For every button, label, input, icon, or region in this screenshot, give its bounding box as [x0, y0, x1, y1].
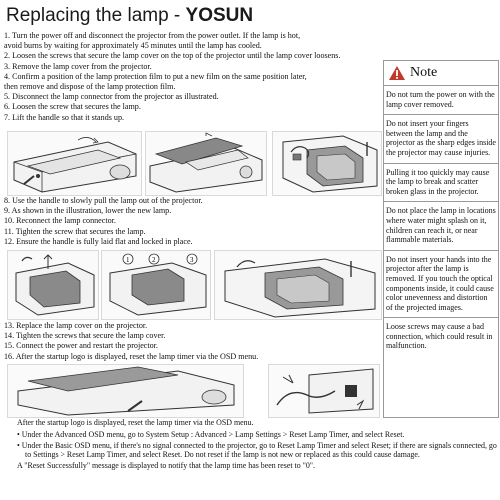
reconnect-lamp-illustration [215, 251, 381, 319]
figure-replace-cover [7, 364, 244, 418]
steps-list-3 [4, 321, 384, 362]
note-item: Do not insert your hands into the projector after the lamp is removed. If you touch the optical components inside, it could cause color unevenness and distortion of the projected images. [384, 251, 498, 319]
note-item: Pulling it too quickly may cause the lamp to break and scatter broken glass in the projector. [384, 164, 498, 203]
step-item: 3. Remove the lamp cover from the projector. [4, 61, 152, 71]
step-item: 4. Confirm a position of the lamp protection film to put a new film on the same position later, then remove and dispose of the lamp protection film. [4, 71, 307, 92]
reset-bullet: • Under the Basic OSD menu, if there's no signal connected to the projector, go to Reset Lamp Timer and select Reset; if there are signals connected, go to Settings > Reset Lamp Timer, and select Reset. Do not reset if the lamp is not new or replaced as this could cause damage. [17, 440, 497, 460]
projector-cover-illustration [8, 132, 141, 195]
step-item: 5. Disconnect the lamp connector from the projector as illustrated. [4, 92, 219, 102]
figure-lamp-connector [272, 131, 382, 196]
step-item: 13. Replace the lamp cover on the projector. [4, 321, 148, 330]
note-panel [383, 60, 499, 418]
step-item: 1. Turn the power off and disconnect the projector from the power outlet. If the lamp is hot, avoid burns by waiting for approximately 45 minutes until the lamp has cooled. [4, 31, 301, 51]
figure-reconnect-lamp [214, 250, 382, 320]
pull-lamp-illustration [8, 251, 98, 319]
step-item: 16. After the startup logo is displayed, reset the lamp timer via the OSD menu. [4, 351, 259, 361]
reset-bullets [17, 430, 497, 459]
step-item: 11. Tighten the screw that secures the lamp. [4, 226, 146, 236]
step-item: 8. Use the handle to slowly pull the lamp out of the projector. [4, 196, 203, 205]
step-item: 15. Connect the power and restart the projector. [4, 341, 158, 351]
note-item: Loose screws may cause a bad connection, which could result in malfunction. [386, 322, 493, 351]
callout-1: 1 [126, 256, 130, 264]
lamp-module-illustration [273, 132, 381, 195]
reset-intro: After the startup logo is displayed, reset the lamp timer via the OSD menu. [17, 418, 254, 427]
figure-pull-lamp [7, 250, 99, 320]
title-prefix: Replacing the lamp - [6, 5, 186, 26]
step-item: 6. Loosen the screw that secures the lamp. [4, 102, 141, 112]
figure-lower-lamp [101, 250, 211, 320]
replace-cover-illustration [8, 365, 243, 417]
note-item: Do not turn the power on with the lamp cover removed. [384, 86, 498, 115]
reset-message: A "Reset Successfully" message is displayed to notify that the lamp time has been reset to "0". [17, 460, 315, 470]
figure-lift-cover [145, 131, 267, 196]
step-item: 9. As shown in the illustration, lower the new lamp. [4, 206, 172, 216]
callout-3: 3 [190, 256, 194, 264]
steps-list-2 [4, 196, 384, 247]
warning-icon [388, 65, 406, 81]
lower-lamp-illustration [102, 251, 210, 319]
power-cable-illustration [269, 365, 379, 417]
note-item: Do not place the lamp in locations where water might splash on it, children can reach it, or near flammable materials. [384, 202, 498, 250]
reset-bullet: • Under the Advanced OSD menu, go to System Setup : Advanced > Lamp Settings > Reset Lamp Timer, and select Reset. [17, 430, 405, 440]
step-item: 10. Reconnect the lamp connector. [4, 216, 116, 226]
step-item: 7. Lift the handle so that it stands up. [4, 112, 125, 122]
note-header [384, 61, 498, 86]
note-item: Do not insert your fingers between the lamp and the projector as the sharp edges inside the projector may cause injuries. [384, 115, 498, 163]
step-item: 2. Loosen the screws that secure the lamp cover on the top of the projector until the lamp cover loosens. [4, 51, 341, 61]
title-brand: YOSUN [185, 5, 254, 26]
cover-lift-illustration [146, 132, 266, 195]
figure-connect-power [268, 364, 380, 418]
step-item: 14. Tighten the screws that secure the lamp cover. [4, 331, 166, 341]
reset-instructions [17, 418, 497, 470]
step-item: 12. Ensure the handle is fully laid flat and locked in place. [4, 236, 193, 246]
note-title: Note [410, 65, 438, 81]
callout-2: 2 [152, 256, 156, 264]
steps-list-1 [4, 31, 384, 123]
figure-remove-cover [7, 131, 142, 196]
page-title [6, 5, 253, 27]
